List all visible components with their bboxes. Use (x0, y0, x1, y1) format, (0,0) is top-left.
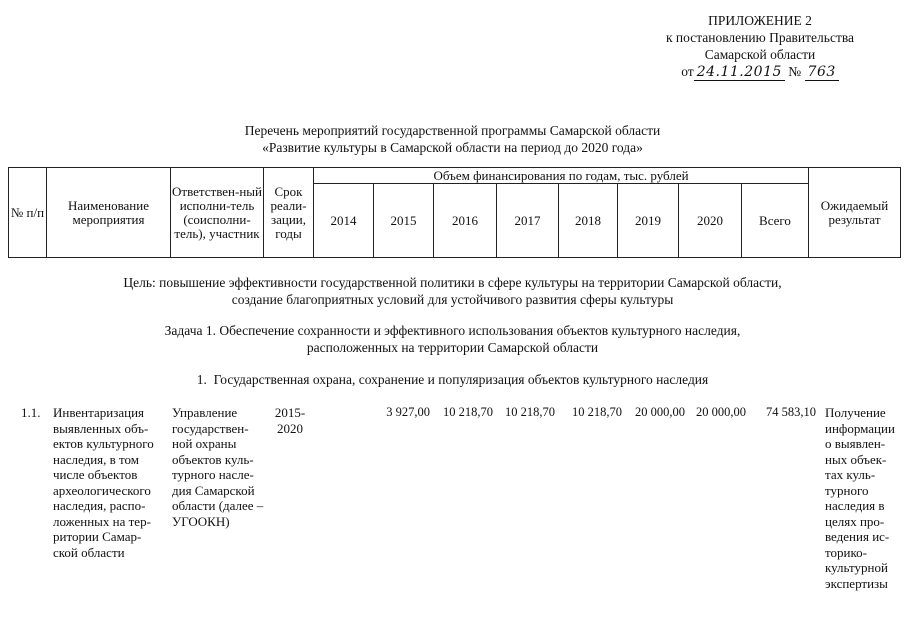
row-name-line: ектов культурного (53, 436, 154, 451)
appendix-block (620, 12, 900, 81)
row-executor-line: Управление (172, 405, 238, 420)
task-line2: расположенных на территории Самарской области (306, 340, 599, 355)
appendix-date-line (681, 63, 839, 81)
appendix-title: ПРИЛОЖЕНИЕ 2 (708, 13, 812, 28)
section-number: 1. (196, 372, 207, 387)
value-2020: 20 000,00 (696, 405, 746, 419)
value-2018: 10 218,70 (572, 405, 622, 419)
row-result-line: ных объек- (825, 451, 887, 467)
row-executor-line: турного насле- (172, 467, 254, 482)
value-2015: 3 927,00 (386, 405, 430, 419)
row-result-line: Получение (825, 405, 886, 420)
row-name-line: наследия, распо- (53, 498, 146, 513)
row-executor (172, 405, 272, 529)
row-executor-line: ной охраны (172, 436, 237, 451)
handwritten-date: 24.11.2015 (694, 64, 785, 81)
section-title: Государственная охрана, сохранение и популяризация объектов культурного наследия (213, 372, 709, 387)
row-executor-line: объектов куль- (172, 451, 254, 467)
value-total: 74 583,10 (766, 405, 816, 419)
document-title-line1: Перечень мероприятий государственной программы Самарской области (244, 123, 661, 138)
handwritten-number: 763 (805, 64, 839, 81)
row-name-line: Инвентаризация (53, 405, 144, 420)
task-line1: Задача 1. Обеспечение сохранности и эффективного использования объектов культурного наследия, (164, 323, 741, 338)
row-result-line: культурной (825, 560, 888, 575)
goal-text (0, 274, 905, 308)
row-result-line: тах куль- (825, 467, 876, 482)
appendix-line2: Самарской области (704, 47, 816, 62)
task-text (0, 322, 905, 356)
row-result-line: турного (825, 482, 869, 498)
header-year-2016: 2016 (434, 184, 497, 258)
row-result-line: целях про- (825, 513, 885, 529)
header-year-2018: 2018 (559, 184, 618, 258)
row-executor-line: области (далее – (172, 498, 264, 513)
header-term: Срок реали-зации, годы (264, 168, 314, 258)
table-row (0, 405, 905, 605)
row-result-line: ведения ис- (825, 529, 890, 544)
row-result-line: наследия в (825, 498, 885, 513)
goal-line1: Цель: повышение эффективности государственной политики в сфере культуры на территории Самарской области, (123, 275, 782, 290)
header-num: № п/п (9, 168, 47, 258)
row-name-line: археологического (53, 482, 151, 498)
header-funding: Объем финансирования по годам, тыс. рублей (314, 168, 809, 184)
header-year-2014: 2014 (314, 184, 374, 258)
header-total: Всего (742, 184, 809, 258)
section-heading (0, 371, 905, 388)
row-term-line: 2020 (277, 420, 303, 436)
header-executor: Ответствен-ный исполни-тель (соисполни-тель), участник (171, 168, 264, 258)
row-name (53, 405, 171, 560)
row-result-line: экспертизы (825, 575, 888, 591)
number-prefix: № (788, 64, 802, 79)
row-name-line: числе объектов (53, 467, 138, 482)
row-result-line: о выявлен- (825, 436, 886, 451)
row-num: 1.1. (21, 405, 41, 420)
header-year-2020: 2020 (679, 184, 742, 258)
value-2017: 10 218,70 (505, 405, 555, 419)
row-name-line: ложенных на тер- (53, 513, 151, 529)
row-name-line: выявленных объ- (53, 420, 149, 436)
date-prefix: от (681, 64, 694, 79)
table-header (8, 167, 901, 258)
appendix-line1: к постановлению Правительства (665, 30, 855, 45)
header-result: Ожидаемый результат (809, 168, 901, 258)
row-result-line: торико- (825, 544, 867, 560)
row-executor-line: УГООКН) (172, 513, 230, 529)
value-2016: 10 218,70 (443, 405, 493, 419)
row-term (265, 405, 315, 436)
row-result-line: информации (825, 420, 895, 436)
header-year-2015: 2015 (374, 184, 434, 258)
row-executor-line: государствен- (172, 420, 249, 436)
row-name-line: наследия, в том (53, 451, 140, 467)
goal-line2: создание благоприятных условий для устойчивого развития сферы культуры (231, 292, 674, 307)
header-name: Наименование мероприятия (47, 168, 171, 258)
row-executor-line: дия Самарской (172, 482, 255, 498)
document-title-line2: «Развитие культуры в Самарской области на период до 2020 года» (262, 140, 643, 155)
row-result (825, 405, 905, 591)
value-2019: 20 000,00 (635, 405, 685, 419)
row-name-line: ритории Самар- (53, 529, 142, 544)
header-year-2017: 2017 (497, 184, 559, 258)
row-term-line: 2015- (274, 405, 306, 420)
row-name-line: ской области (53, 544, 125, 560)
header-year-2019: 2019 (618, 184, 679, 258)
document-title (0, 122, 905, 156)
